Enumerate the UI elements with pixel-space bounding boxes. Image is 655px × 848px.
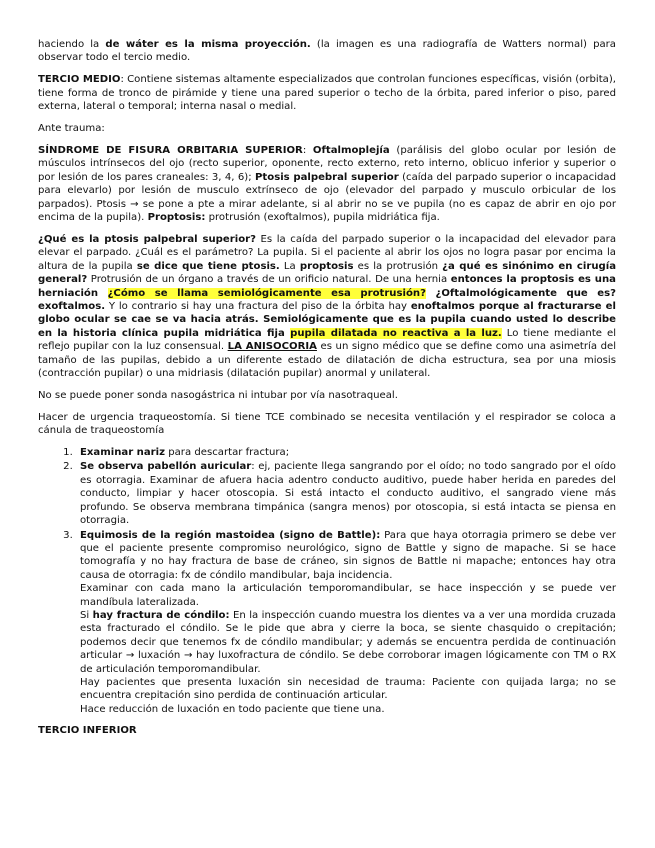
bold-text: ¿a qué es sinónimo en cirugía general? — [38, 260, 617, 286]
text: Hace reducción de luxación en todo paciente que tiene una. — [80, 703, 385, 715]
text: (caída del parpado superior o incapacidad para elevarlo) por lesión de musculo extrínseco de ojo (elevador del parpado y musculo orbicular de los parpados). Ptosis → se pone a pte a mirar adelante, si al abrir no se ve pupila (no es capaz de abrir en ojo por encima de la pupila). — [38, 171, 617, 223]
text: (parálisis del globo ocular por lesión de músculos intrínsecos del ojo (recto superior, oponente, recto externo, reto interno, oblicuo inferior y superior o por lesión de los pares craneales: 3, 4, 6); — [38, 144, 616, 183]
numbered-list — [38, 446, 616, 716]
list-subparagraph — [80, 609, 616, 676]
bold-text: Ptosis palpebral superior — [255, 171, 399, 183]
list-item — [76, 529, 616, 717]
bold-text: Examinar nariz — [80, 447, 165, 459]
text: En la inspección cuando muestra los dientes va a ver una mordida cruzada esta fracturado el cóndilo. Se le pide que abra y cierre la boca, se siente chasquido o crepitación; podemos decir que tenemos fx de cóndilo mandibular; y además se encuentra perdida de continuación articular → luxación → hay luxofractura de cóndilo. Se debe corroborar imagen lógicamente con TM o RX de articulación temporomandibular. — [80, 609, 616, 675]
document-page — [38, 38, 616, 738]
underlined-text: LA ANISOCORIA — [227, 341, 317, 353]
text: haciendo la — [38, 39, 106, 50]
text: es la protrusión — [353, 260, 443, 272]
paragraph-traqueostomia — [38, 411, 616, 438]
text: para descartar fractura; — [165, 447, 290, 459]
paragraph-sonda — [38, 389, 616, 402]
list-subparagraph — [80, 703, 616, 716]
text: : ej, paciente llega sangrando por el oído; no todo sangrado por el oído es otorragia. Examinar de afuera hacia adentro conducto auditivo, puede haber herida en paredes del conducto, limpiar y hacer otoscopia. Si está intacto el conducto auditivo, el sangrado viene más profundo. Se observa membrana timpánica (sangra menos) por otoscopia, si está intacta se piensa en otorragia. — [80, 461, 616, 527]
text: Lo tiene mediante el reflejo pupilar con la luz consensual. — [38, 327, 616, 353]
text: Hacer de urgencia traqueostomía. Si tiene TCE combinado se necesita ventilación y el respirador se coloca a cánula de traqueostomía — [38, 411, 616, 437]
text: : Contiene sistemas altamente especializados que controlan funciones específicas, visión (orbita), tiene forma de tronco de pirámide y tiene una pared superior o techo de la órbita, pared inferior o piso, pared externa, lateral o temporal; interna nasal o medial. — [38, 74, 617, 113]
text: Y lo contrario si hay una fractura del piso de la órbita hay — [105, 300, 411, 312]
list-item — [76, 446, 616, 459]
text: Ante trauma: — [38, 123, 105, 135]
text: Hay pacientes que presenta luxación sin necesidad de trauma: Paciente con quijada larga; no se encuentra crepitación sino perdida de continuación articular. — [80, 676, 616, 702]
text: Es la caída del parpado superior o la incapacidad del elevador para elevar el parpado. ¿Cuál es el parámetro? La pupila. Si el paciente al abrir los ojos no logra pasar por encima la altura de la pupila — [38, 233, 617, 272]
list-subparagraph — [80, 676, 616, 703]
text: Para que haya otorragia primero se debe ver que el paciente presente compromiso neurológico, signo de Battle y signo de mapache. Si se hace tomografía y no hay fractura de base de cráneo, sin signos de Battle ni mapache; entonces hay otra causa de otorragia: fx de cóndilo mandibular, baja incidencia. — [80, 529, 616, 581]
bold-text: SÍNDROME DE FISURA ORBITARIA SUPERIOR — [38, 144, 303, 156]
bold-text: enoftalmos porque al fracturarse el globo ocular se cae se va hacia atrás. Semiológicamente que es la pupila cuando usted lo describe en la historia clínica pupila midriática fija — [38, 300, 616, 339]
text: Protrusión de un órgano a través de un orificio natural. De una hernia — [87, 274, 451, 286]
paragraph-ante-trauma — [38, 122, 616, 135]
bold-text: Proptosis: — [147, 211, 206, 223]
text: (la imagen es una radiografía de Watters normal) para observar todo el tercio medio. — [38, 39, 616, 64]
list-item — [76, 460, 616, 527]
text: Examinar con cada mano la articulación temporomandibular, se hace inspección y se puede ver mandíbula lateralizada. — [80, 583, 616, 608]
bold-text: se dice que tiene ptosis. — [136, 260, 280, 272]
section-heading: TERCIO INFERIOR — [38, 725, 137, 737]
section-label: TERCIO MEDIO — [38, 74, 121, 86]
bold-text: ¿Oftalmológicamente que es? exoftalmos. — [38, 287, 616, 312]
paragraph-tercio-medio — [38, 73, 616, 113]
paragraph-sindrome — [38, 144, 616, 224]
paragraph-watters — [38, 38, 616, 65]
highlighted-text: ¿Cómo se llama semiológicamente esa protrusión? — [107, 287, 426, 299]
bold-text: hay fractura de cóndilo: — [92, 609, 230, 621]
bold-text: proptosis — [299, 260, 354, 272]
bold-text: Oftalmoplejía — [312, 144, 390, 156]
list-subparagraph — [80, 582, 616, 609]
text: No se puede poner sonda nasogástrica ni intubar por vía nasotraqueal. — [38, 389, 398, 401]
text: : — [302, 144, 313, 156]
bold-text: Equimosis de la región mastoidea (signo de Battle): — [80, 529, 381, 541]
bold-text: Se observa pabellón auricular — [80, 461, 252, 473]
text: es un signo médico que se define como una asimetría del tamaño de las pupilas, debido a un diferente estado de dilatación de dicha estructura, sea por una miosis (contracción pupilar) o una midriasis (dilatación pupilar) anormal y unilateral. — [38, 341, 616, 379]
paragraph-ptosis — [38, 233, 616, 380]
highlighted-text: pupila dilatada no reactiva a la luz. — [290, 327, 502, 339]
text: La — [279, 260, 300, 272]
bold-text: ¿Qué es la ptosis palpebral superior? — [38, 233, 256, 245]
text: Si — [80, 609, 93, 621]
bold-text: entonces la proptosis es una herniación — [38, 274, 616, 299]
text: protrusión (exoftalmos), pupila midriática fija. — [205, 211, 440, 223]
bold-text: de wáter es la misma proyección. — [105, 39, 311, 50]
